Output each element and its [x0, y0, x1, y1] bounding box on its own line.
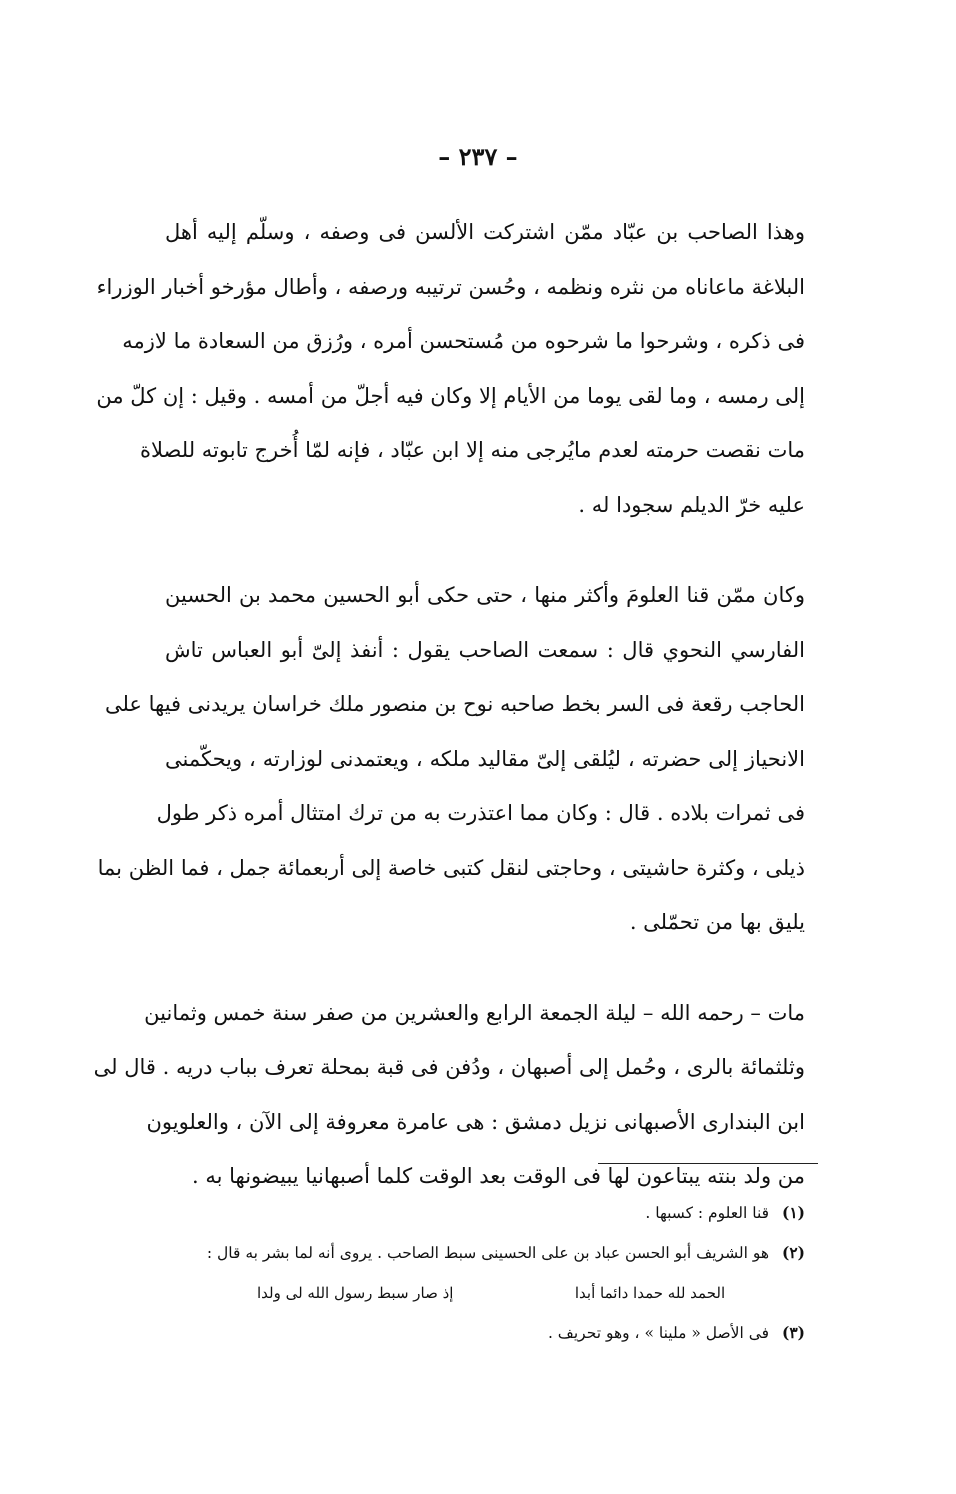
footnote-text: فى الأصل « ملينا » ، وهو تحريف .: [547, 1324, 770, 1342]
text-line: من ولد بنته يبتاعون لها فى الوقت بعد الوقت كلما أصبهانيا يبيضونها به .: [192, 1164, 805, 1188]
poem-verse: [165, 1273, 805, 1313]
text-line: إلى رمسه ، وما لقى يوما من الأيام إلا وكان فيه أجلّ من أمسه . وقيل : إن كلّ من: [96, 383, 805, 408]
footnote: [165, 1233, 805, 1273]
page-number: – ٢٣٧ –: [438, 142, 518, 171]
text-line: وثلثمائة بالرى ، وحُمل إلى أصبهان ، ودُفن فى قبة بمحلة تعرف بباب دريه . قال لى: [93, 1055, 805, 1079]
text-line: البلاغة ماعاناه من نثره ونظمه ، وحُسن ترتيبه ورصفه ، وأطال مؤرخو أخبار الوزراء: [96, 274, 805, 299]
footnote-number: (١): [781, 1203, 805, 1222]
text-line: الفارسي النحوي قال : سمعت الصاحب يقول : أنفذ إلىّ أبو العباس تاش: [165, 637, 805, 662]
text-line: الانحياز إلى حضرته ، ليُلقى إلىّ مقاليد ملكه ، ويعتمدنى لوزارته ، ويحكّمنى: [165, 746, 805, 771]
text-line: فى ثمرات بلاده . قال : وكان مما اعتذرت به من ترك امتثال أمره ذكر طول: [156, 801, 805, 825]
text-line: ابن البندارى الأصبهانى نزيل دمشق : هى عامرة معروفة إلى الآن ، والعلويون: [146, 1109, 805, 1134]
footnote-number: (٣): [781, 1323, 805, 1342]
footnote-text: هو الشريف أبو الحسن عباد بن على الحسينى سبط الصاحب . يروى أنه لما بشر به قال :: [206, 1244, 770, 1262]
paragraph-1: [96, 205, 805, 532]
text-line: وهذا الصاحب بن عبّاد ممّن اشتركت الألسن فى وصفه ، وسلّم إليه أهل: [165, 220, 805, 244]
text-line: عليه خرّ الديلم سجودا له .: [578, 492, 805, 517]
paragraph-2: [97, 568, 805, 950]
text-line: وكان ممّن قنا العلومَ وأكثر منها ، حتى حكى أبو الحسين محمد بن الحسين: [165, 583, 805, 607]
text-line: ذيلى ، وكثرة حاشيتى ، وحاجتى لنقل كتبى خاصة إلى أربعمائة جمل ، فما الظن بما: [97, 855, 805, 880]
text-line: الحاجب رقعة فى السر بخط صاحبه نوح بن منصور ملك خراسان يريدنى فيها على: [104, 692, 805, 716]
footnote-separator: [598, 1163, 818, 1164]
footnote: [165, 1313, 805, 1353]
footnotes: [165, 1193, 805, 1353]
footnote: [165, 1193, 805, 1233]
poem-hemistich: الحمد لله حمدا دائما أبدا: [574, 1284, 726, 1302]
main-text: [93, 205, 805, 1204]
text-line: مات نقصت حرمته لعدم مايُرجى منه إلا ابن عبّاد ، فإنه لمّا أُخرج تابوته للصلاة: [140, 438, 805, 462]
footnote-number: (٢): [781, 1243, 805, 1262]
poem-hemistich: إذ صار سبط رسول الله لى ولدا: [256, 1284, 454, 1302]
paragraph-3: [93, 986, 805, 1204]
text-line: مات – رحمه الله – ليلة الجمعة الرابع والعشرين من صفر سنة خمس وثمانين: [144, 1000, 805, 1025]
text-line: فى ذكره ، وشرحوا ما شرحوه من مُستحسن أمره ، ورُزق من السعادة ما لازمه: [122, 329, 805, 353]
text-line: يليق بها من تحمّلى .: [629, 910, 805, 934]
footnote-text: قنا العلوم : كسبها .: [645, 1204, 770, 1222]
